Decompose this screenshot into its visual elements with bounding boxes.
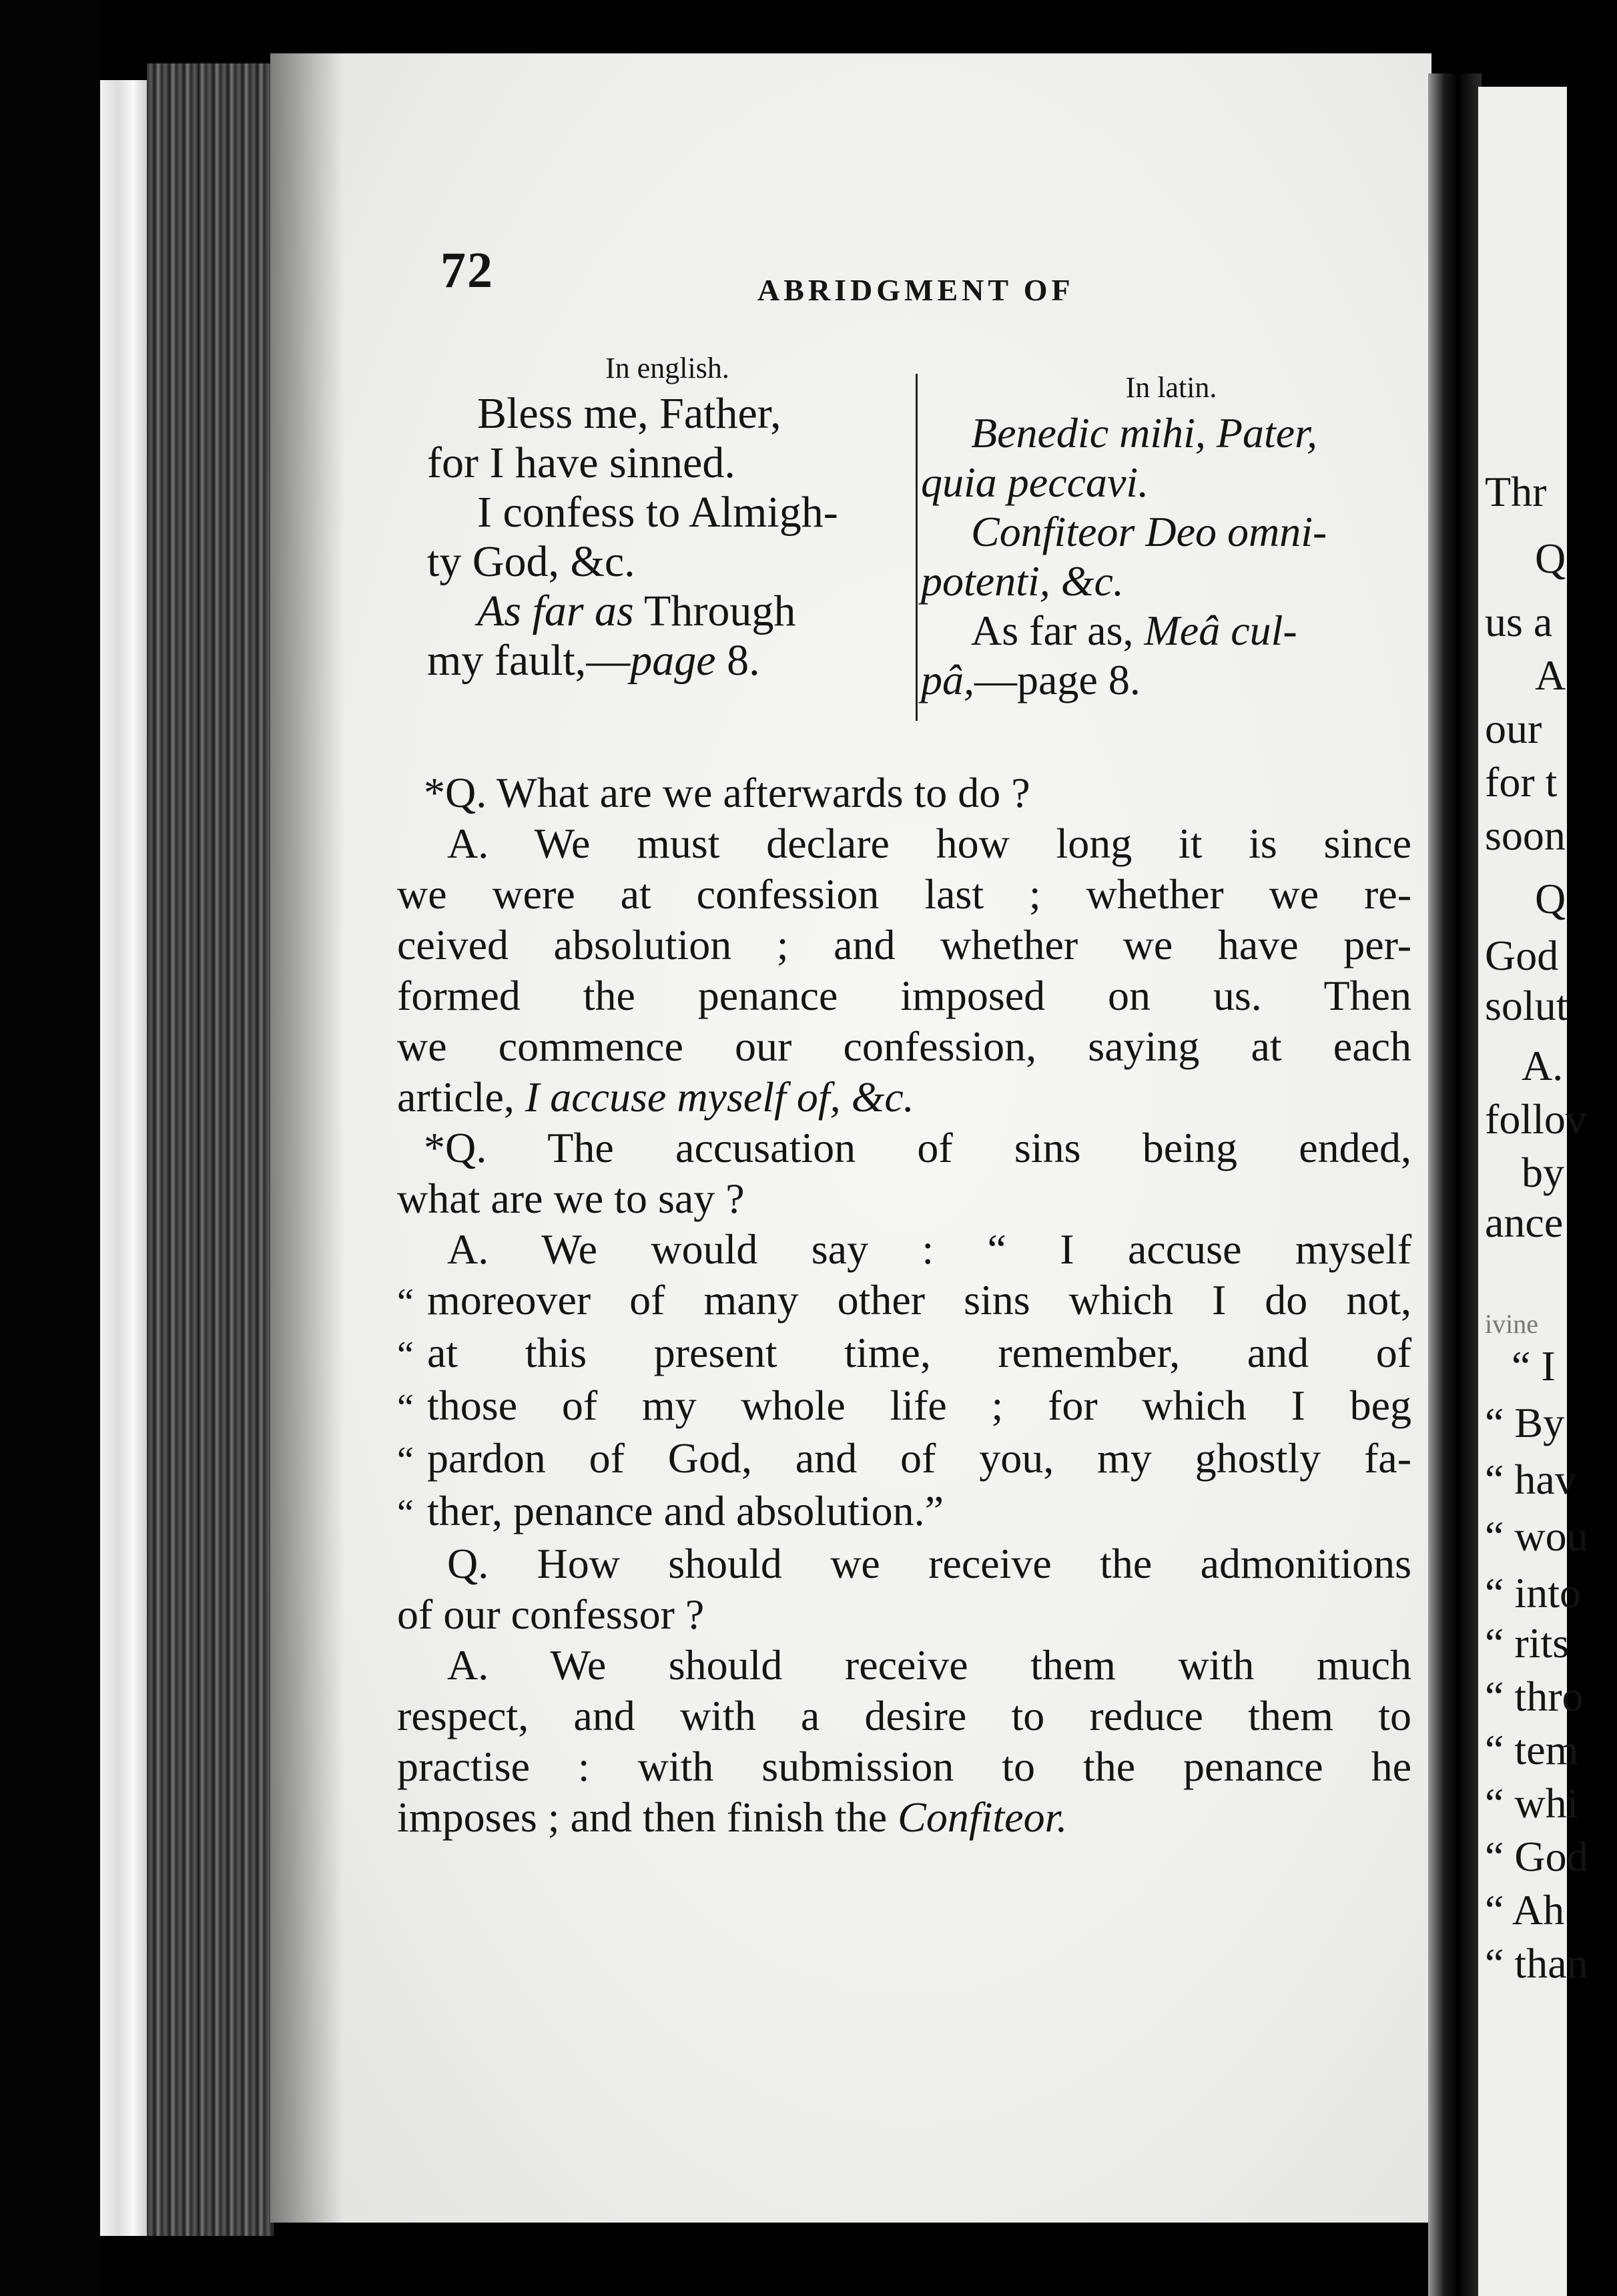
quote-line bbox=[397, 1486, 1411, 1538]
column-line: potenti, &c. bbox=[921, 557, 1124, 605]
facing-page-fragment: solut bbox=[1485, 982, 1568, 1029]
quote-mark: “ bbox=[397, 1281, 414, 1323]
facing-page-fragment: “ thro bbox=[1485, 1673, 1584, 1720]
facing-page-fragment: “ rits bbox=[1485, 1619, 1570, 1667]
column-text: Meâ cul- bbox=[1144, 607, 1297, 654]
column-divider bbox=[916, 374, 918, 721]
facing-page-fragment: “ wou bbox=[1485, 1512, 1588, 1560]
quote-text: pardon of God, and of you, my ghostly fa- bbox=[427, 1434, 1411, 1482]
column-text: As far as, bbox=[971, 607, 1134, 654]
answer-text: imposes ; and then finish the bbox=[397, 1793, 888, 1841]
facing-page-fragment: Q bbox=[1535, 875, 1566, 922]
facing-page-fragment: “ God bbox=[1485, 1833, 1588, 1880]
quote-mark: “ bbox=[397, 1387, 414, 1428]
answer-line: we were at confession last ; whether we re- bbox=[397, 870, 1411, 918]
column-line: ty God, &c. bbox=[427, 537, 635, 586]
quote-text: those of my whole life ; for which I beg bbox=[427, 1382, 1411, 1429]
facing-page-fragment: ivine bbox=[1485, 1309, 1538, 1339]
answer-line: A. We would say : “ I accuse myself bbox=[447, 1225, 1411, 1273]
book-gutter bbox=[1428, 73, 1482, 2296]
facing-page-fragment: ance bbox=[1485, 1199, 1564, 1246]
answer-line: respect, and with a desire to reduce them to bbox=[397, 1692, 1411, 1739]
question-line: what are we to say ? bbox=[397, 1175, 745, 1222]
english-column bbox=[427, 351, 908, 685]
column-line: Bless me, Father, bbox=[477, 389, 781, 438]
answer-line: we commence our confession, saying at each bbox=[397, 1023, 1411, 1070]
running-title: ABRIDGMENT OF bbox=[757, 273, 1074, 307]
quote-line bbox=[397, 1275, 1411, 1328]
facing-page-fragment: “ than bbox=[1485, 1940, 1588, 1987]
column-line bbox=[921, 606, 1421, 655]
facing-page-fragment: “ By bbox=[1485, 1399, 1565, 1446]
answer-line: formed the penance imposed on us. Then bbox=[397, 972, 1411, 1019]
facing-page-fragment: us a bbox=[1485, 598, 1553, 645]
quote-mark: “ bbox=[397, 1492, 414, 1534]
answer-line: practise : with submission to the penance he bbox=[397, 1743, 1411, 1790]
catechism-text bbox=[397, 768, 1411, 1843]
facing-page-fragment: “ hav bbox=[1485, 1456, 1576, 1503]
answer-line: A. We must declare how long it is since bbox=[447, 820, 1411, 867]
column-text: 8. bbox=[727, 636, 760, 685]
answer-line bbox=[397, 1072, 1411, 1123]
column-line: quia peccavi. bbox=[921, 459, 1149, 506]
facing-page-fragment: soon bbox=[1485, 812, 1566, 859]
column-text: Through bbox=[644, 587, 796, 635]
answer-line bbox=[397, 1792, 1411, 1843]
quote-line bbox=[397, 1380, 1411, 1433]
facing-page-fragment: “ Ah bbox=[1485, 1886, 1565, 1934]
answer-text: Confiteor. bbox=[898, 1793, 1068, 1841]
question-line: Q. How should we receive the admonitions bbox=[447, 1540, 1411, 1587]
quote-mark: “ bbox=[397, 1334, 414, 1376]
english-heading: In english. bbox=[605, 352, 729, 384]
facing-page-fragment: our bbox=[1485, 705, 1542, 752]
facing-page-fragment: follov bbox=[1485, 1095, 1587, 1143]
quote-text: at this present time, remember, and of bbox=[427, 1329, 1411, 1376]
question-line: of our confessor ? bbox=[397, 1591, 705, 1638]
facing-page-fragment: by bbox=[1522, 1149, 1564, 1196]
question-line: *Q. The accusation of sins being ended, bbox=[424, 1124, 1411, 1171]
quote-text: ther, penance and absolution.” bbox=[427, 1487, 944, 1534]
facing-page-fragment: Q bbox=[1535, 535, 1566, 582]
latin-heading: In latin. bbox=[1125, 371, 1217, 404]
facing-page-fragment: “ into bbox=[1485, 1569, 1581, 1617]
column-line bbox=[427, 587, 908, 636]
page-shadow bbox=[270, 53, 344, 2223]
scan-border bbox=[0, 0, 100, 2296]
quote-text: moreover of many other sins which I do not, bbox=[427, 1276, 1411, 1324]
column-text: —page 8. bbox=[974, 656, 1141, 703]
column-text: As far as bbox=[477, 587, 634, 635]
column-line bbox=[427, 636, 908, 685]
column-line: I confess to Almigh- bbox=[477, 488, 838, 537]
answer-line: ceived absolution ; and whether we have per- bbox=[397, 921, 1411, 968]
quote-line bbox=[397, 1328, 1411, 1380]
answer-text: article, bbox=[397, 1073, 515, 1121]
column-text: page bbox=[630, 636, 716, 685]
facing-page-fragment: Thr bbox=[1485, 468, 1547, 515]
facing-page-fragment: “ tem bbox=[1485, 1726, 1579, 1773]
facing-page-fragment: “ whi bbox=[1485, 1779, 1579, 1827]
column-text: my fault,— bbox=[427, 636, 631, 685]
facing-page-fragment: God bbox=[1485, 932, 1559, 979]
latin-column bbox=[921, 370, 1421, 705]
column-line: Confiteor Deo omni- bbox=[971, 508, 1327, 555]
quote-mark: “ bbox=[397, 1440, 414, 1481]
question-line: *Q. What are we afterwards to do ? bbox=[424, 769, 1030, 816]
book-edge bbox=[100, 80, 147, 2236]
column-line bbox=[921, 655, 1421, 705]
page-number: 72 bbox=[440, 242, 494, 298]
column-line: for I have sinned. bbox=[427, 439, 735, 487]
facing-page-fragment: A. bbox=[1522, 1042, 1564, 1089]
column-text: pâ, bbox=[921, 656, 974, 703]
facing-page-fragment: A bbox=[1535, 651, 1566, 699]
answer-text: I accuse myself of, &c. bbox=[525, 1073, 914, 1121]
answer-line: A. We should receive them with much bbox=[447, 1641, 1411, 1689]
facing-page-fragment: “ I bbox=[1512, 1342, 1556, 1390]
quote-line bbox=[397, 1433, 1411, 1486]
facing-page-fragment: for t bbox=[1485, 758, 1558, 806]
page-stack-edges bbox=[147, 63, 274, 2236]
column-line: Benedic mihi, Pater, bbox=[971, 409, 1317, 457]
